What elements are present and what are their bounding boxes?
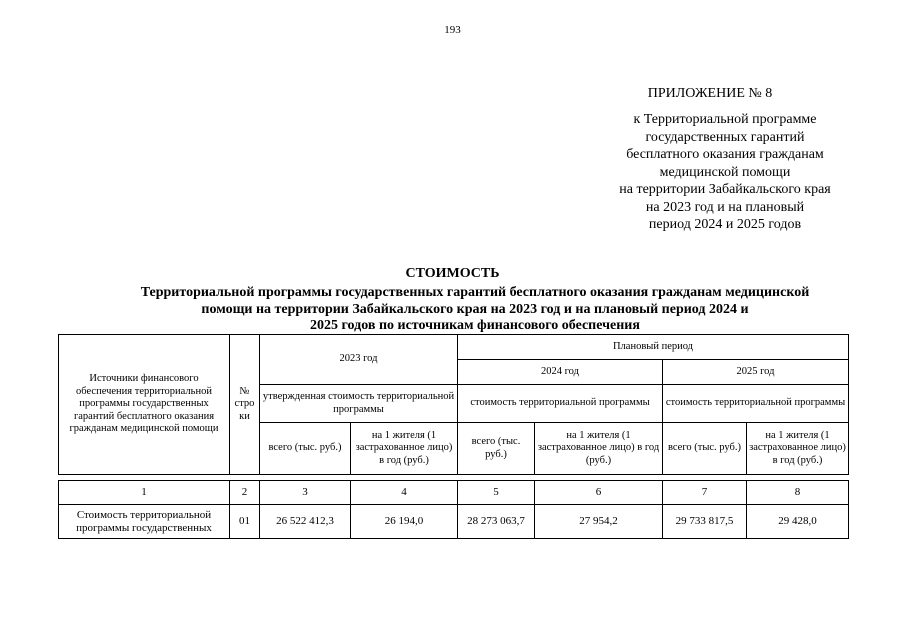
header-planning-period: Плановый период — [458, 335, 849, 360]
column-number: 8 — [747, 481, 849, 505]
column-number: 5 — [458, 481, 535, 505]
appendix-line: на территории Забайкальского края — [619, 182, 831, 197]
cell-per-resident-2024: 27 954,2 — [535, 505, 663, 539]
column-number: 3 — [260, 481, 351, 505]
appendix-title: ПРИЛОЖЕНИЕ № 8 — [647, 86, 773, 101]
header-per-resident-2025: на 1 жителя (1 застрахованное лицо) в год (руб.) — [747, 423, 849, 475]
document-subheading — [100, 285, 850, 335]
appendix-text — [580, 111, 870, 234]
cell-total-2025: 29 733 817,5 — [663, 505, 747, 539]
page-number: 193 — [444, 24, 461, 36]
appendix-line: на 2023 год и на плановый — [645, 199, 805, 215]
cell-per-resident-2023: 26 194,0 — [351, 505, 458, 539]
header-year-2024: 2024 год — [458, 360, 663, 385]
cell-total-2024: 28 273 063,7 — [458, 505, 535, 539]
header-year-2023: 2023 год — [260, 335, 458, 385]
row-number: 01 — [230, 505, 260, 539]
header-per-resident-2024: на 1 жителя (1 застрахованное лицо) в год (руб.) — [535, 423, 663, 475]
header-program-cost-2025: стоимость территориальной программы — [663, 385, 849, 423]
header-program-cost-2024: стоимость территориальной программы — [458, 385, 663, 423]
appendix-line: бесплатного оказания гражданам — [626, 147, 824, 162]
appendix-line: государственных гарантий — [645, 129, 805, 145]
header-total-2024: всего (тыс. руб.) — [458, 423, 535, 475]
cell-total-2023: 26 522 412,3 — [260, 505, 351, 539]
column-number: 7 — [663, 481, 747, 505]
table-row — [59, 505, 849, 539]
cell-per-resident-2025: 29 428,0 — [747, 505, 849, 539]
appendix-line: период 2024 и 2025 годов — [648, 217, 802, 232]
column-number: 6 — [535, 481, 663, 505]
subheading-line: 2025 годов по источникам финансового обеспечения — [310, 318, 640, 333]
subheading-line: Территориальной программы государственных гарантий бесплатного оказания гражданам медицинской — [140, 285, 810, 300]
cost-table — [58, 334, 849, 539]
column-number: 2 — [230, 481, 260, 505]
header-source: Источники финансового обеспечения территориальной программы государственных гарантий бесплатного оказания гражданам медицинской помощи — [59, 335, 230, 475]
appendix-line: медицинской помощи — [659, 164, 791, 180]
row-source-name: Стоимость территориальной программы государственных — [59, 505, 230, 539]
column-number: 4 — [351, 481, 458, 505]
document-heading: СТОИМОСТЬ — [405, 266, 500, 281]
header-total-2023: всего (тыс. руб.) — [260, 423, 351, 475]
header-total-2025: всего (тыс. руб.) — [663, 423, 747, 475]
column-number: 1 — [59, 481, 230, 505]
appendix-line: к Территориальной программе — [633, 112, 817, 127]
header-approved-cost: утвержденная стоимость территориальной программы — [260, 385, 458, 423]
header-per-resident-2023: на 1 жителя (1 застрахованное лицо) в год (руб.) — [351, 423, 458, 475]
header-year-2025: 2025 год — [663, 360, 849, 385]
subheading-line: помощи на территории Забайкальского края на 2023 год и на плановый период 2024 и — [201, 301, 749, 317]
header-row-number: № стро ки — [230, 335, 260, 475]
